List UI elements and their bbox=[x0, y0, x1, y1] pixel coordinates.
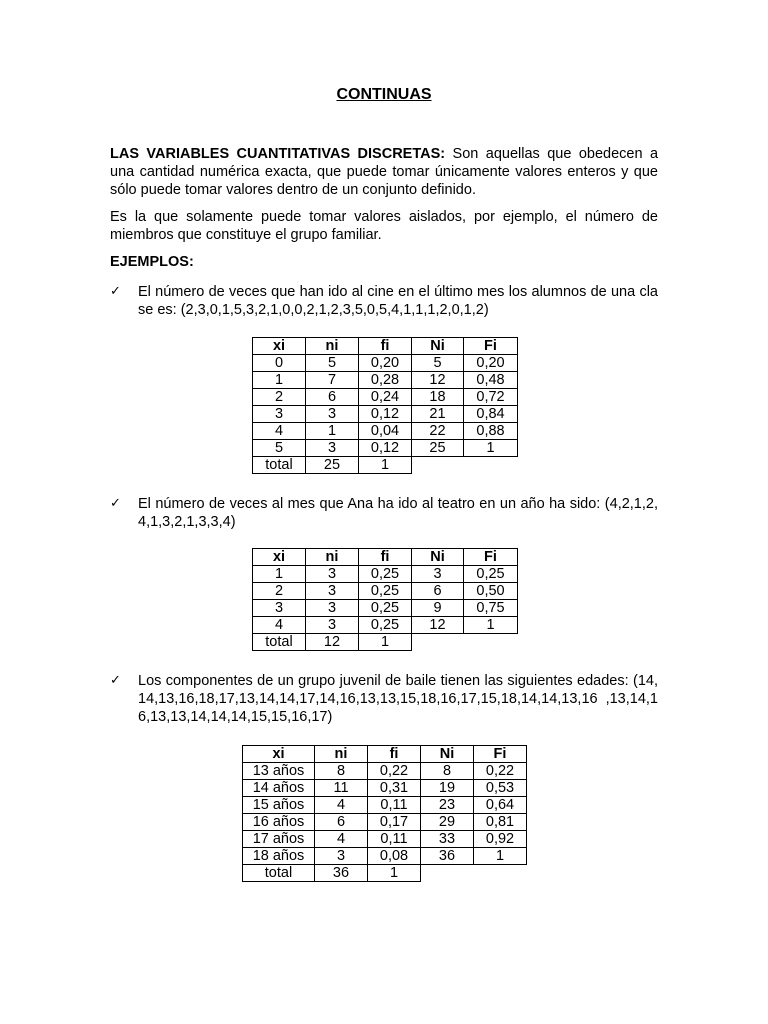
total-cell: 1 bbox=[359, 634, 412, 651]
table-cell: 5 bbox=[253, 440, 306, 457]
table-cell: 18 años bbox=[243, 848, 315, 865]
table-cell: 2 bbox=[253, 389, 306, 406]
total-cell: 36 bbox=[315, 865, 368, 882]
example-item-2 bbox=[110, 495, 658, 531]
table-cell: 29 bbox=[421, 814, 474, 831]
page-title: CONTINUAS bbox=[336, 86, 432, 103]
table-cell: 0,31 bbox=[368, 780, 421, 797]
table-row bbox=[243, 780, 527, 797]
column-header: xi bbox=[253, 338, 306, 355]
table-cell: 13 años bbox=[243, 763, 315, 780]
table-cell: 0,25 bbox=[359, 566, 412, 583]
table-cell: 0,50 bbox=[464, 583, 518, 600]
example-item-3 bbox=[110, 672, 658, 726]
table-cell: 11 bbox=[315, 780, 368, 797]
table-cell: 0,12 bbox=[359, 406, 412, 423]
table-cell: 17 años bbox=[243, 831, 315, 848]
table-row bbox=[243, 848, 527, 865]
table-row bbox=[243, 797, 527, 814]
table-cell: 7 bbox=[306, 372, 359, 389]
table-cell: 3 bbox=[306, 617, 359, 634]
total-cell: 1 bbox=[368, 865, 421, 882]
column-header: fi bbox=[368, 746, 421, 763]
table-cell: 16 años bbox=[243, 814, 315, 831]
table-cell: 3 bbox=[253, 406, 306, 423]
table-cell: 3 bbox=[306, 440, 359, 457]
column-header: fi bbox=[359, 549, 412, 566]
table-row bbox=[253, 583, 518, 600]
empty-cell bbox=[421, 865, 474, 882]
table-cell: 0 bbox=[253, 355, 306, 372]
total-cell: 25 bbox=[306, 457, 359, 474]
empty-cell bbox=[412, 634, 464, 651]
table-row bbox=[253, 406, 518, 423]
frequency-table-1 bbox=[252, 337, 518, 474]
table-row bbox=[243, 831, 527, 848]
examples-heading: EJEMPLOS: bbox=[110, 254, 194, 270]
table-cell: 0,53 bbox=[474, 780, 527, 797]
table-cell: 18 bbox=[412, 389, 464, 406]
example-item-1 bbox=[110, 283, 658, 319]
table-cell: 4 bbox=[253, 423, 306, 440]
table-cell: 36 bbox=[421, 848, 474, 865]
column-header: xi bbox=[243, 746, 315, 763]
total-cell: 12 bbox=[306, 634, 359, 651]
table-cell: 5 bbox=[306, 355, 359, 372]
table-cell: 23 bbox=[421, 797, 474, 814]
table-row bbox=[243, 814, 527, 831]
empty-cell bbox=[464, 634, 518, 651]
table-cell: 1 bbox=[306, 423, 359, 440]
total-cell: total bbox=[253, 457, 306, 474]
table-total-row bbox=[253, 457, 518, 474]
table-cell: 1 bbox=[253, 372, 306, 389]
table-row bbox=[253, 440, 518, 457]
example-text: Los componentes de un grupo juvenil de baile tienen las siguientes edades: (14,14,13,16,18,17,13,14,14,17,14,16,13,13,15,18,16,17,15,18,14,14,13,16 ,13,14,16,13,13,14,14,14,15,15,16,17) bbox=[138, 673, 658, 725]
table-row bbox=[243, 763, 527, 780]
table-cell: 0,75 bbox=[464, 600, 518, 617]
definition-paragraph bbox=[110, 145, 658, 199]
frequency-table-2 bbox=[252, 548, 518, 651]
table-cell: 8 bbox=[315, 763, 368, 780]
column-header: Fi bbox=[474, 746, 527, 763]
checkmark-icon: ✓ bbox=[110, 673, 121, 688]
table-row bbox=[253, 372, 518, 389]
column-header: fi bbox=[359, 338, 412, 355]
table-total-row bbox=[243, 865, 527, 882]
table-header-row bbox=[253, 338, 518, 355]
table-cell: 0,22 bbox=[474, 763, 527, 780]
table-cell: 3 bbox=[306, 600, 359, 617]
table-cell: 0,17 bbox=[368, 814, 421, 831]
total-cell: 1 bbox=[359, 457, 412, 474]
table-header-row bbox=[243, 746, 527, 763]
table-cell: 0,64 bbox=[474, 797, 527, 814]
table-cell: 3 bbox=[306, 406, 359, 423]
table-row bbox=[253, 389, 518, 406]
column-header: Ni bbox=[412, 549, 464, 566]
table-cell: 5 bbox=[412, 355, 464, 372]
table-cell: 19 bbox=[421, 780, 474, 797]
example-text: El número de veces que han ido al cine en el último mes los alumnos de una clase es: (2,3,0,1,5,3,2,1,0,0,2,1,2,3,5,0,5,4,1,1,1,2,0,1,2) bbox=[138, 284, 658, 318]
table-cell: 9 bbox=[412, 600, 464, 617]
table-total-row bbox=[253, 634, 518, 651]
table-cell: 0,48 bbox=[464, 372, 518, 389]
description-paragraph: Es la que solamente puede tomar valores aislados, por ejemplo, el número de miembros que constituye el grupo familiar. bbox=[110, 209, 658, 243]
table-row bbox=[253, 423, 518, 440]
table-cell: 6 bbox=[315, 814, 368, 831]
table-cell: 1 bbox=[474, 848, 527, 865]
table-cell: 0,92 bbox=[474, 831, 527, 848]
table-cell: 0,11 bbox=[368, 831, 421, 848]
table-cell: 0,81 bbox=[474, 814, 527, 831]
definition-text: Son aquellas que obedecen a una cantidad numérica exacta, que puede tomar únicamente valores enteros y que sólo puede tomar valores dentro de un conjunto definido. bbox=[110, 146, 659, 198]
table-cell: 25 bbox=[412, 440, 464, 457]
table-cell: 0,25 bbox=[359, 617, 412, 634]
table-cell: 0,20 bbox=[464, 355, 518, 372]
table-cell: 0,72 bbox=[464, 389, 518, 406]
table-cell: 3 bbox=[306, 566, 359, 583]
table-cell: 0,25 bbox=[359, 583, 412, 600]
table-cell: 22 bbox=[412, 423, 464, 440]
column-header: ni bbox=[306, 549, 359, 566]
table-cell: 4 bbox=[315, 797, 368, 814]
table-cell: 0,12 bbox=[359, 440, 412, 457]
table-cell: 0,04 bbox=[359, 423, 412, 440]
frequency-table-3 bbox=[242, 745, 527, 882]
column-header: xi bbox=[253, 549, 306, 566]
table-cell: 0,11 bbox=[368, 797, 421, 814]
column-header: ni bbox=[315, 746, 368, 763]
empty-cell bbox=[474, 865, 527, 882]
table-cell: 4 bbox=[253, 617, 306, 634]
table-cell: 33 bbox=[421, 831, 474, 848]
table-cell: 1 bbox=[253, 566, 306, 583]
table-cell: 0,24 bbox=[359, 389, 412, 406]
table-cell: 1 bbox=[464, 440, 518, 457]
definition-term: LAS VARIABLES CUANTITATIVAS DISCRETAS: bbox=[110, 146, 446, 162]
table-cell: 12 bbox=[412, 617, 464, 634]
table-cell: 3 bbox=[306, 583, 359, 600]
example-text: El número de veces al mes que Ana ha ido al teatro en un año ha sido: (4,2,1,2,4,1,3,2,1,3,3,4) bbox=[138, 496, 658, 530]
table-cell: 12 bbox=[412, 372, 464, 389]
table-cell: 0,22 bbox=[368, 763, 421, 780]
table-row bbox=[253, 617, 518, 634]
column-header: Ni bbox=[412, 338, 464, 355]
total-cell: total bbox=[253, 634, 306, 651]
table-cell: 21 bbox=[412, 406, 464, 423]
table-cell: 1 bbox=[464, 617, 518, 634]
table-cell: 0,25 bbox=[359, 600, 412, 617]
table-cell: 4 bbox=[315, 831, 368, 848]
table-cell: 3 bbox=[412, 566, 464, 583]
column-header: ni bbox=[306, 338, 359, 355]
column-header: Fi bbox=[464, 549, 518, 566]
table-cell: 0,84 bbox=[464, 406, 518, 423]
table-row bbox=[253, 600, 518, 617]
table-cell: 8 bbox=[421, 763, 474, 780]
checkmark-icon: ✓ bbox=[110, 284, 121, 299]
column-header: Ni bbox=[421, 746, 474, 763]
empty-cell bbox=[464, 457, 518, 474]
table-cell: 3 bbox=[253, 600, 306, 617]
table-cell: 0,25 bbox=[464, 566, 518, 583]
column-header: Fi bbox=[464, 338, 518, 355]
table-row bbox=[253, 355, 518, 372]
table-cell: 0,20 bbox=[359, 355, 412, 372]
table-cell: 6 bbox=[412, 583, 464, 600]
empty-cell bbox=[412, 457, 464, 474]
table-header-row bbox=[253, 549, 518, 566]
table-cell: 14 años bbox=[243, 780, 315, 797]
table-cell: 3 bbox=[315, 848, 368, 865]
total-cell: total bbox=[243, 865, 315, 882]
checkmark-icon: ✓ bbox=[110, 496, 121, 511]
table-row bbox=[253, 566, 518, 583]
table-cell: 0,88 bbox=[464, 423, 518, 440]
table-cell: 6 bbox=[306, 389, 359, 406]
table-cell: 0,28 bbox=[359, 372, 412, 389]
table-cell: 0,08 bbox=[368, 848, 421, 865]
table-cell: 2 bbox=[253, 583, 306, 600]
table-cell: 15 años bbox=[243, 797, 315, 814]
